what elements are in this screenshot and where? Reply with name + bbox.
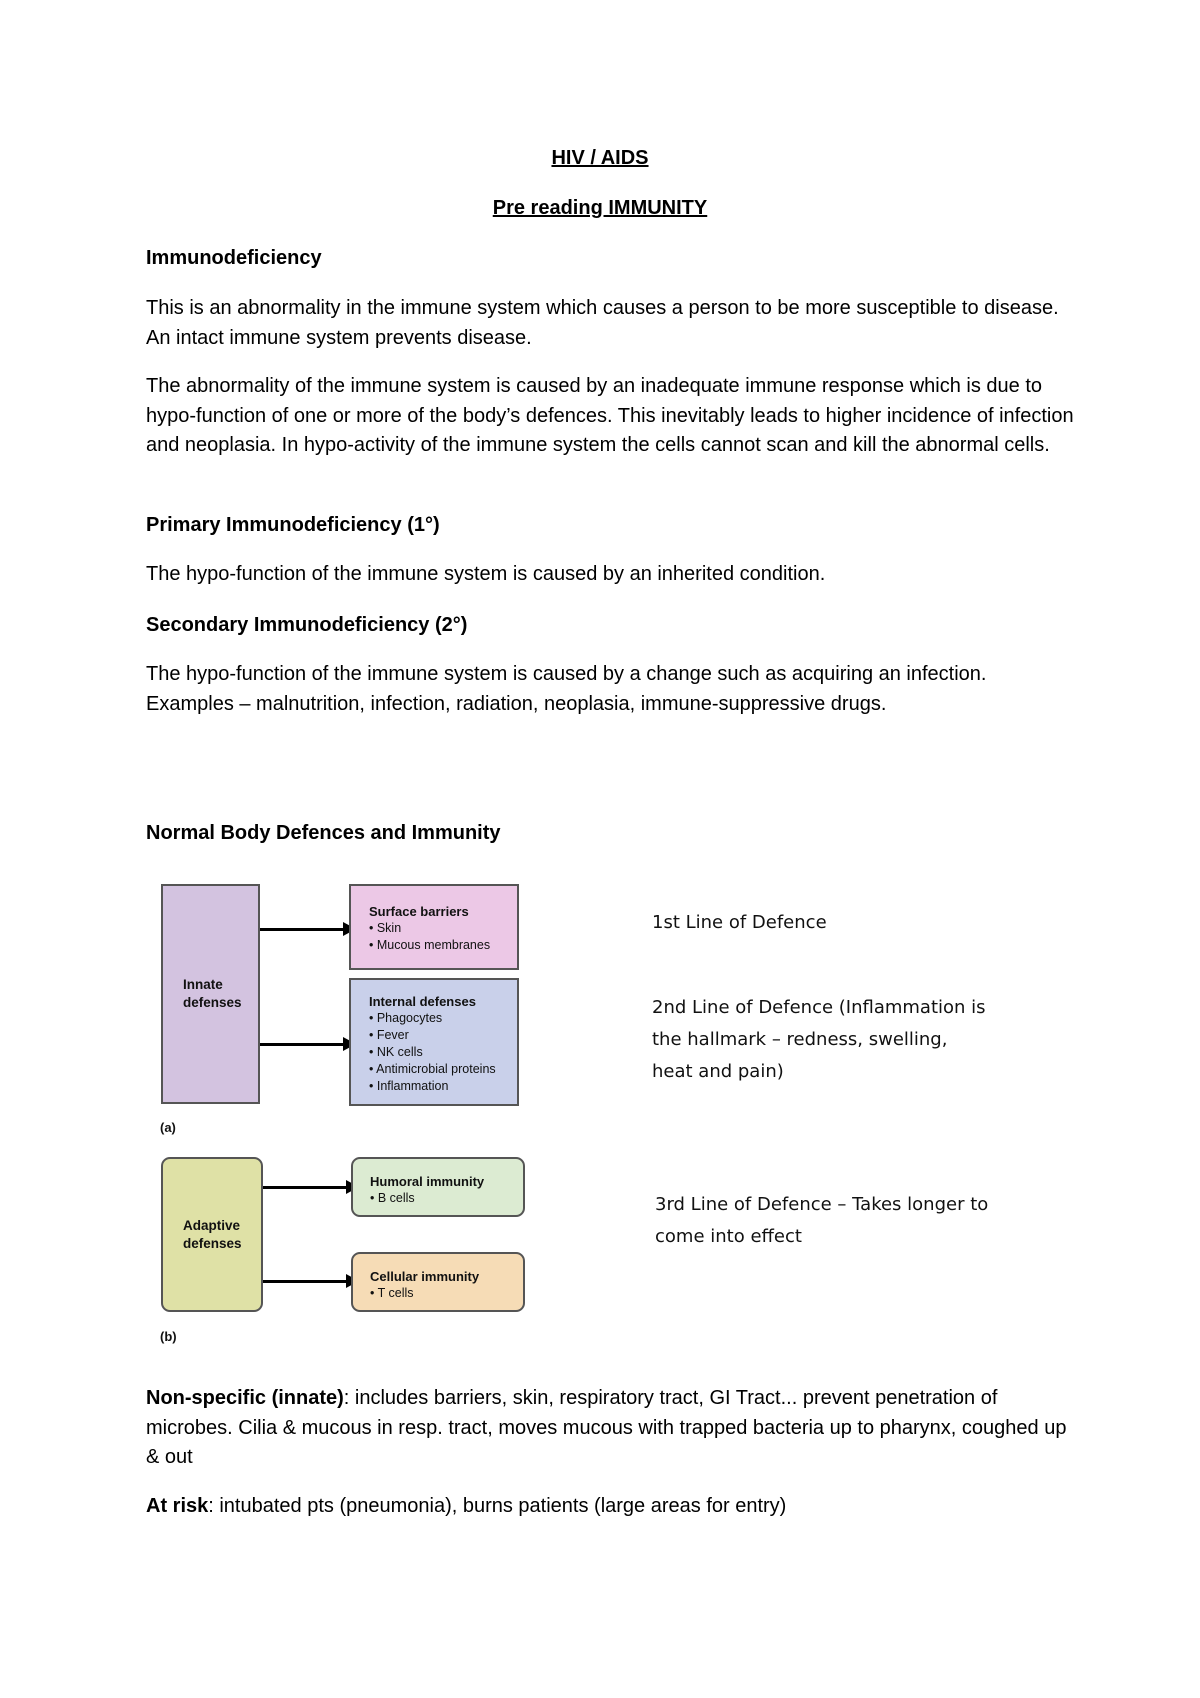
first-line-of-defence-label: 1st Line of Defence: [652, 912, 827, 933]
innate-label-line-2: defenses: [183, 995, 242, 1010]
second-line-of-defence-label: [652, 992, 986, 1088]
non-specific-label: Non-specific (innate): [146, 1387, 344, 1409]
figure-a-tag: (a): [160, 1120, 176, 1135]
surface-item: • Mucous membranes: [369, 938, 491, 952]
arrow-to-humoral-immunity: [263, 1186, 347, 1189]
cellular-immunity-box: [351, 1252, 525, 1312]
internal-defenses-title: Internal defenses: [369, 994, 476, 1009]
secondary-text: The hypo-function of the immune system is caused by a change such as acquiring an infection. Examples – malnutrition, infection, radiation, neoplasia, immune-suppressive drugs.: [146, 663, 987, 715]
non-specific-paragraph: [146, 1384, 1076, 1473]
arrow-to-surface-barriers: [260, 928, 344, 931]
cellular-immunity-title: Cellular immunity: [370, 1269, 480, 1284]
internal-item: • NK cells: [369, 1045, 423, 1059]
immunodeficiency-paragraph-1: This is an abnormality in the immune system which causes a person to be more susceptible to disease. An intact immune system prevents disease.: [146, 297, 1059, 349]
second-line-text-3: heat and pain): [652, 1061, 784, 1082]
humoral-immunity-title: Humoral immunity: [370, 1174, 485, 1189]
primary-heading: Primary Immunodeficiency (1°): [146, 514, 440, 536]
cellular-item: • T cells: [370, 1286, 414, 1300]
secondary-heading: Secondary Immunodeficiency (2°): [146, 614, 468, 636]
humoral-immunity-box: [351, 1157, 525, 1217]
primary-text: The hypo-function of the immune system is caused by an inherited condition.: [146, 563, 826, 585]
non-specific-text: : includes barriers, skin, respiratory tract, GI Tract... prevent penetration of microbes. Cilia & mucous in resp. tract, moves mucous with trapped bacteria up to pharynx, coughed up & out: [146, 1387, 1067, 1468]
third-line-text-2: come into effect: [655, 1226, 802, 1247]
adaptive-defenses-box: [161, 1157, 263, 1312]
internal-item: • Antimicrobial proteins: [369, 1062, 496, 1076]
adaptive-label-line-2: defenses: [183, 1235, 242, 1251]
internal-item: • Fever: [369, 1028, 409, 1042]
internal-item: • Phagocytes: [369, 1011, 443, 1025]
arrow-to-cellular-immunity: [263, 1280, 347, 1283]
arrow-to-internal-defenses: [260, 1043, 344, 1046]
internal-item: • Inflammation: [369, 1079, 449, 1093]
immunodeficiency-paragraph-2: The abnormality of the immune system is caused by an inadequate immune response which is due to hypo-function of one or more of the body’s defences. This inevitably leads to higher incidence of infection and neoplasia. In hypo-activity of the immune system the cells cannot scan and kill the abnormal cells.: [146, 375, 1074, 456]
defences-heading: Normal Body Defences and Immunity: [146, 822, 501, 844]
at-risk-paragraph: [146, 1492, 1076, 1522]
surface-barriers-box: [349, 884, 519, 970]
surface-item: • Skin: [369, 921, 402, 935]
document-title: HIV / AIDS: [551, 147, 649, 169]
third-line-text-1: 3rd Line of Defence – Takes longer to: [655, 1194, 989, 1215]
figure-b-tag: (b): [160, 1329, 177, 1344]
innate-label-line-1: Innate: [183, 977, 223, 992]
at-risk-text: : intubated pts (pneumonia), burns patients (large areas for entry): [208, 1495, 787, 1517]
document-subtitle: Pre reading IMMUNITY: [492, 197, 708, 219]
immunodeficiency-heading: Immunodeficiency: [146, 247, 322, 269]
at-risk-label: At risk: [146, 1495, 209, 1517]
surface-barriers-title: Surface barriers: [369, 904, 469, 919]
third-line-of-defence-label: [655, 1189, 988, 1253]
second-line-text-1: 2nd Line of Defence (Inflammation is: [652, 997, 986, 1018]
innate-defenses-box: [161, 884, 260, 1104]
second-line-text-2: the hallmark – redness, swelling,: [652, 1029, 948, 1050]
humoral-item: • B cells: [370, 1191, 415, 1205]
adaptive-label-line-1: Adaptive: [183, 1217, 241, 1233]
internal-defenses-box: [349, 978, 519, 1106]
